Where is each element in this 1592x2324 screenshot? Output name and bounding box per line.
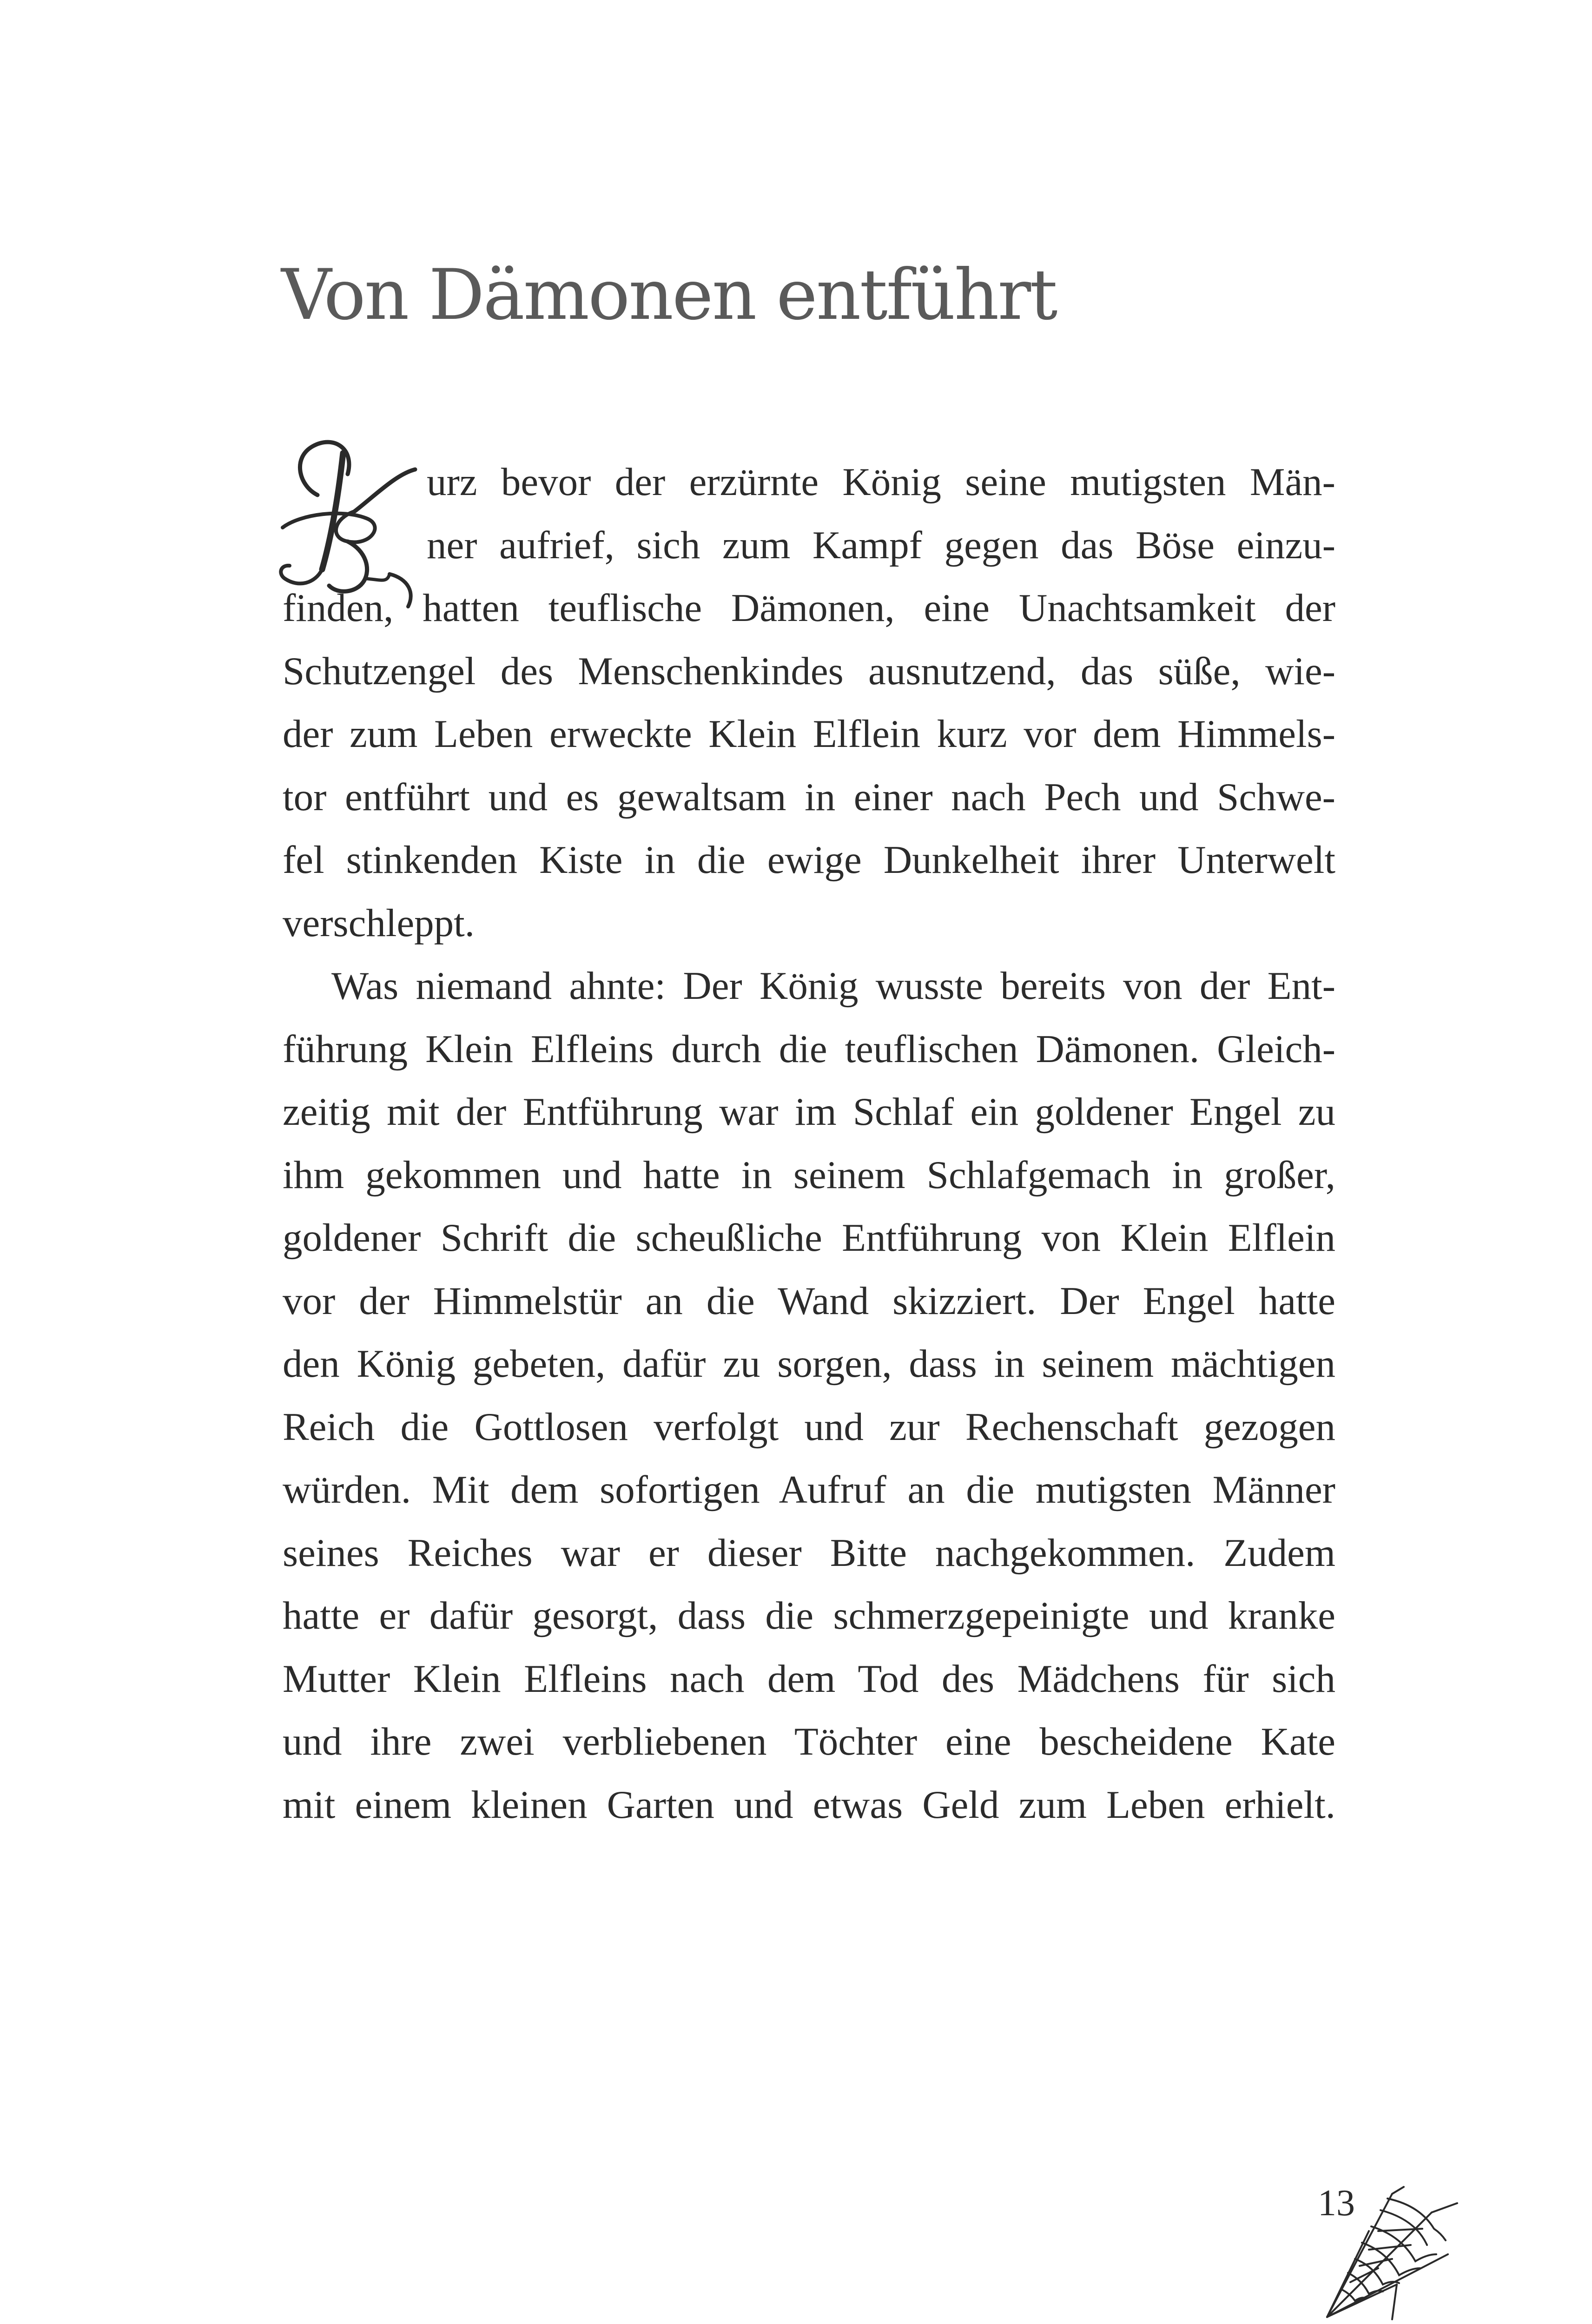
text-line: tor entführt und es gewaltsam in einer nach Pech und Schwe- bbox=[283, 775, 1335, 819]
text-line: verschleppt. bbox=[283, 901, 475, 945]
text-line: Mutter Klein Elfleins nach dem Tod des Mädchens für sich bbox=[283, 1657, 1335, 1701]
text-line: urz bevor der erzürnte König seine mutigsten Män- bbox=[427, 460, 1335, 504]
text-line: führung Klein Elfleins durch die teuflischen Dämonen. Gleich- bbox=[283, 1027, 1335, 1071]
text-line: hatte er dafür gesorgt, dass die schmerzgepeinigte und kranke bbox=[283, 1594, 1335, 1637]
text-line: ner aufrief, sich zum Kampf gegen das Böse einzu- bbox=[427, 523, 1335, 567]
text-line: vor der Himmelstür an die Wand skizziert. Der Engel hatte bbox=[283, 1279, 1335, 1323]
text-line: der zum Leben erweckte Klein Elflein kurz vor dem Himmels- bbox=[283, 712, 1335, 756]
text-line: den König gebeten, dafür zu sorgen, dass in seinem mächtigen bbox=[283, 1342, 1335, 1386]
text-line: und ihre zwei verbliebenen Töchter eine bescheidene Kate bbox=[283, 1720, 1335, 1763]
text-line: ihm gekommen und hatte in seinem Schlafgemach in großer, bbox=[283, 1153, 1335, 1197]
text-line: finden, hatten teuflische Dämonen, eine Unachtsamkeit der bbox=[283, 586, 1335, 630]
text-line: seines Reiches war er dieser Bitte nachgekommen. Zudem bbox=[283, 1531, 1335, 1575]
text-line: Schutzengel des Menschenkindes ausnutzend, das süße, wie- bbox=[283, 649, 1335, 693]
spider-web-icon bbox=[1322, 2185, 1462, 2324]
text-line: Reich die Gottlosen verfolgt und zur Rechenschaft gezogen bbox=[283, 1405, 1335, 1449]
page-number: 13 bbox=[1318, 2183, 1355, 2224]
text-line: goldener Schrift die scheußliche Entführung von Klein Elflein bbox=[283, 1216, 1335, 1260]
text-line: zeitig mit der Entführung war im Schlaf ein goldener Engel zu bbox=[283, 1090, 1335, 1134]
paragraph-1 bbox=[283, 451, 1335, 955]
paragraph-2 bbox=[283, 955, 1335, 1836]
text-line: fel stinkenden Kiste in die ewige Dunkelheit ihrer Unterwelt bbox=[283, 838, 1335, 882]
chapter-body bbox=[283, 451, 1335, 1836]
text-line: würden. Mit dem sofortigen Aufruf an die mutigsten Männer bbox=[283, 1468, 1335, 1512]
text-line: mit einem kleinen Garten und etwas Geld zum Leben erhielt. bbox=[283, 1783, 1335, 1827]
text-line: Was niemand ahnte: Der König wusste bereits von der Ent- bbox=[331, 964, 1335, 1008]
chapter-title: Von Dämonen entführt bbox=[281, 255, 1057, 336]
